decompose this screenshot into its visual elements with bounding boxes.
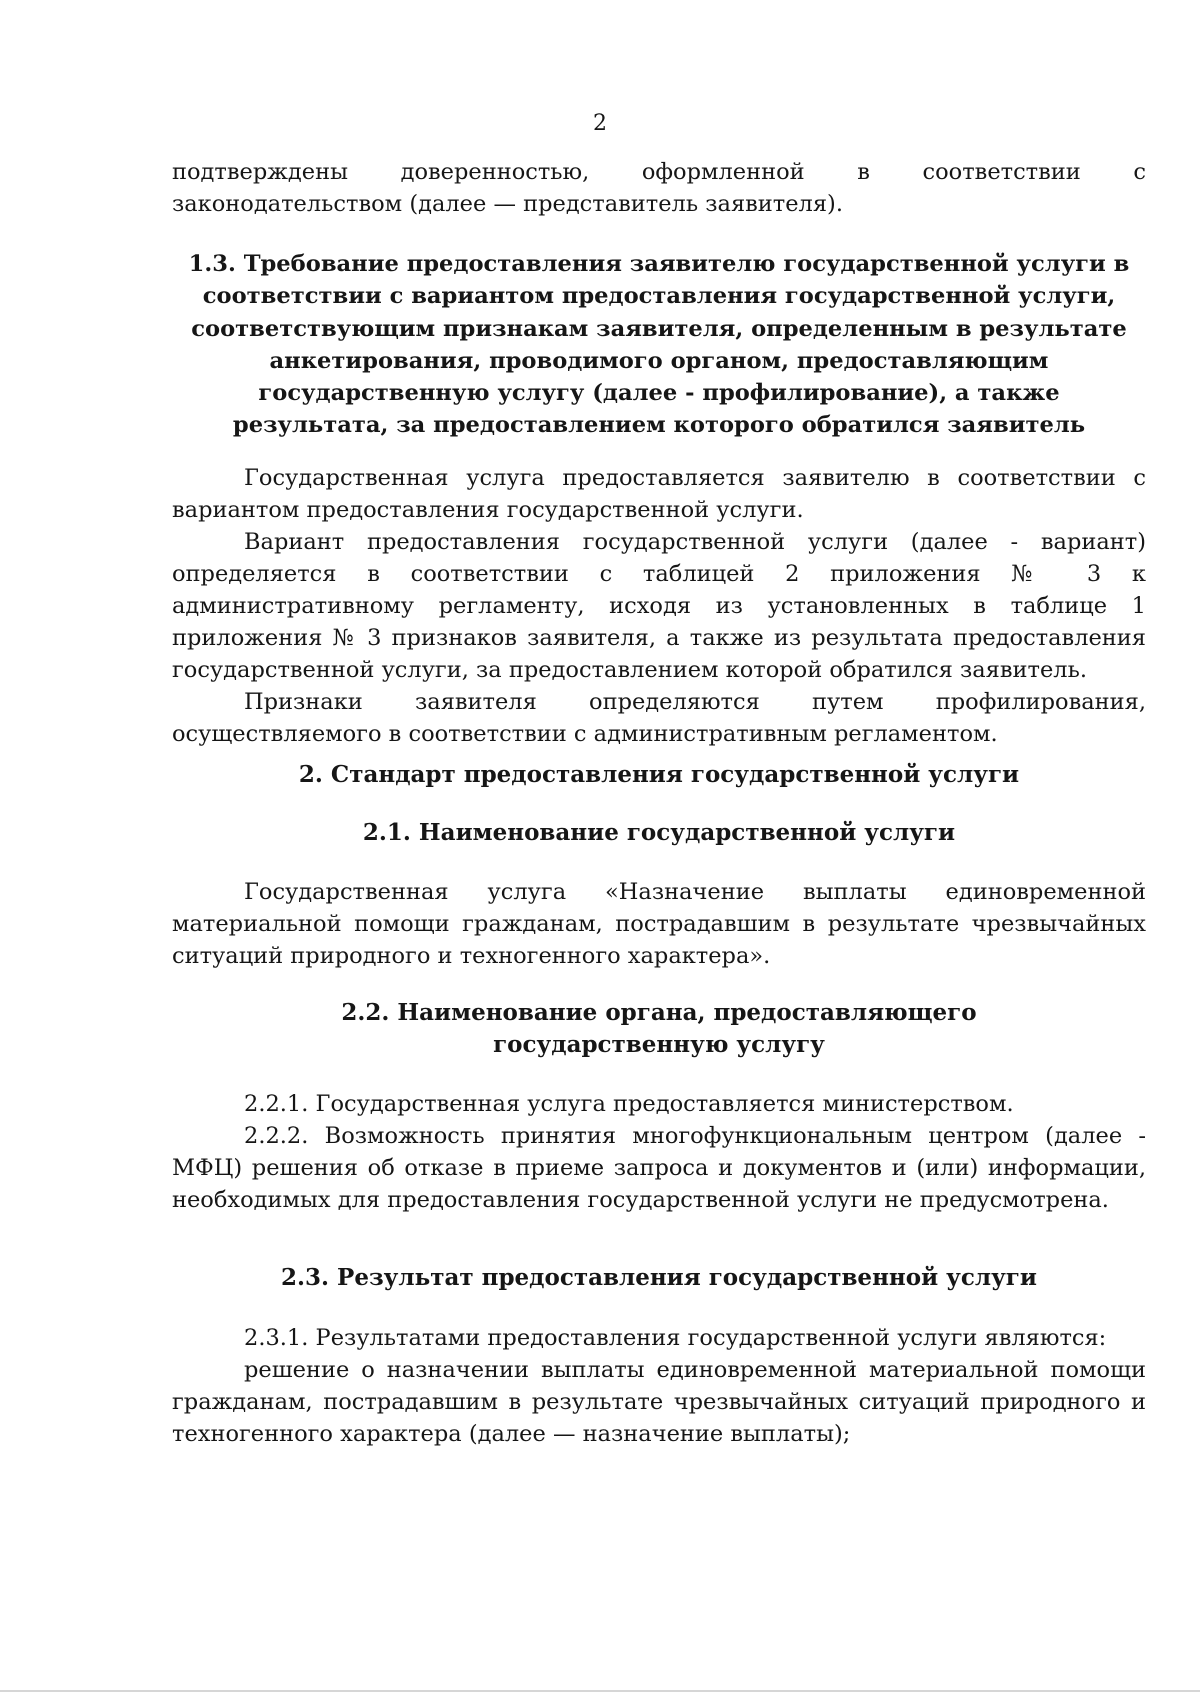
section-1-3-body — [172, 462, 1146, 750]
section-1-3 — [178, 248, 1140, 442]
section-2-2 — [238, 997, 1080, 1061]
section-2-3 — [172, 1262, 1146, 1294]
page-bottom-edge — [0, 1690, 1200, 1692]
section-1-3-heading: 1.3. Требование предоставления заявителю государственной услуги в соответствии с вариантом предоставления государственной услуги, соответствующим признакам заявителя, определенным в результате анкетирования, проводимого органом, предоставляющим государственную услугу (далее - профилирование), а также результата, за предоставлением которого обратился заявитель — [188, 251, 1130, 439]
intro-line-2: законодательством (далее — представитель заявителя). — [172, 191, 843, 217]
section-2-1-body — [172, 876, 1146, 972]
section-2-3-heading: 2.3. Результат предоставления государственной услуги — [281, 1264, 1037, 1291]
paragraph-variant-definition: Вариант предоставления государственной услуги (далее - вариант) определяется в соответствии с таблицей 2 приложения № 3 к административному регламенту, исходя из установленных в таблице 1 приложения № 3 признаков заявителя, а также из результата предоставления государственной услуги, за предоставлением которой обратился заявитель. — [172, 529, 1146, 683]
page-number: 2 — [593, 111, 607, 136]
section-2-3-body — [172, 1322, 1146, 1450]
paragraph-payment-decision: решение о назначении выплаты единовременной материальной помощи гражданам, пострадавшим в результате чрезвычайных ситуаций природного и техногенного характера (далее — назначение выплаты); — [172, 1357, 1146, 1447]
section-2-1-heading: 2.1. Наименование государственной услуги — [362, 819, 956, 846]
section-2-2-heading: 2.2. Наименование органа, предоставляющего государственную услугу — [341, 999, 977, 1058]
paragraph-service-provision: Государственная услуга предоставляется заявителю в соответствии с вариантом предоставления государственной услуги. — [172, 465, 1146, 523]
section-2-1 — [172, 817, 1146, 849]
section-2 — [172, 759, 1146, 791]
paragraph-applicant-attributes: Признаки заявителя определяются путем профилирования, осуществляемого в соответствии с административным регламентом. — [172, 689, 1146, 747]
paragraph-2-2-1: 2.2.1. Государственная услуга предоставляется министерством. — [244, 1091, 1014, 1117]
paragraph-service-name: Государственная услуга «Назначение выплаты единовременной материальной помощи гражданам, пострадавшим в результате чрезвычайных ситуаций природного и техногенного характера». — [172, 879, 1146, 969]
paragraph-2-2-2: 2.2.2. Возможность принятия многофункциональным центром (далее - МФЦ) решения об отказе в приеме запроса и документов и (или) информации, необходимых для предоставления государственной услуги не предусмотрена. — [172, 1123, 1146, 1213]
section-2-heading: 2. Стандарт предоставления государственной услуги — [298, 761, 1020, 788]
intro-line-1: подтверждены доверенностью, оформленной в соответствии с — [172, 159, 1146, 185]
paragraph-2-3-1: 2.3.1. Результатами предоставления государственной услуги являются: — [244, 1325, 1107, 1351]
intro-paragraph — [172, 156, 1146, 220]
section-2-2-body — [172, 1088, 1146, 1216]
